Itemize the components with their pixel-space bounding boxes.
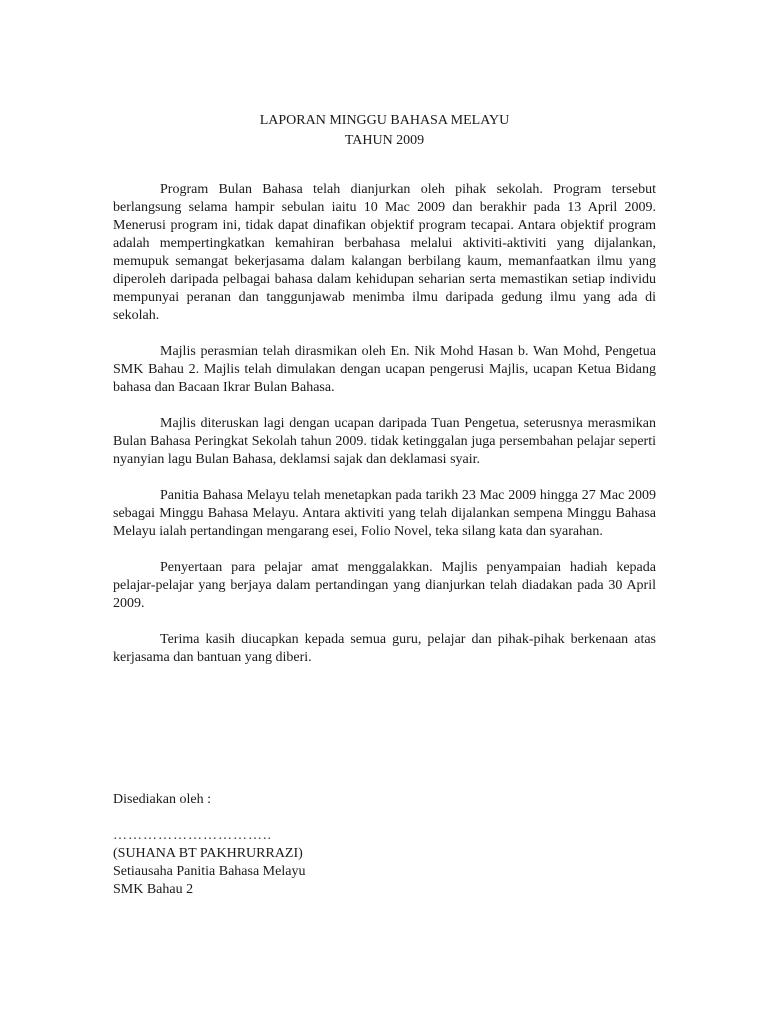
title-line-1: LAPORAN MINGGU BAHASA MELAYU [259,113,510,128]
prepared-by-label: Disediakan oleh : [113,792,211,807]
signature-block [113,791,513,899]
paragraph-1: Program Bulan Bahasa telah dianjurkan oleh pihak sekolah. Program tersebut berlangsung selama hampir sebulan iaitu 10 Mac 2009 dan berakhir pada 13 April 2009. Menerusi program ini, tidak dapat dinafikan objektif program tecapai. Antara objektif program adalah mempertingkatkan kemahiran berbahasa melalui aktiviti-aktiviti yang dijalankan, memupuk semangat bekerjasama dalam kalangan berbilang kaum, memanfaatkan ilmu yang diperoleh daripada pelbagai bahasa dalam kehidupan seharian serta memastikan setiap individu mempunyai peranan dan tanggunjawab menimba ilmu daripada gedung ilmu yang ada di sekolah. [113,182,656,323]
paragraph-3: Majlis diteruskan lagi dengan ucapan daripada Tuan Pengetua, seterusnya merasmikan Bulan Bahasa Peringkat Sekolah tahun 2009. tidak ketinggalan juga persembahan pelajar seperti nyanyian lagu Bulan Bahasa, deklamsi sajak dan deklamasi syair. [113,416,656,467]
paragraph-6: Terima kasih diucapkan kepada semua guru, pelajar dan pihak-pihak berkenaan atas kerjasama dan bantuan yang diberi. [113,632,656,665]
title-line-2: TAHUN 2009 [344,133,425,148]
paragraph-5: Penyertaan para pelajar amat menggalakkan. Majlis penyampaian hadiah kepada pelajar-pelajar yang berjaya dalam pertandingan yang dianjurkan telah diadakan pada 30 April 2009. [113,560,656,611]
signatory-school: SMK Bahau 2 [113,882,194,897]
document-title [113,111,656,151]
signature-line: ………………………….. [113,828,272,843]
paragraph-4: Panitia Bahasa Melayu telah menetapkan pada tarikh 23 Mac 2009 hingga 27 Mac 2009 sebagai Minggu Bahasa Melayu. Antara aktiviti yang telah dijalankan sempena Minggu Bahasa Melayu ialah pertandingan mengarang esei, Folio Novel, teka silang kata dan syarahan. [113,488,656,539]
document-body [113,181,656,685]
signatory-position: Setiausaha Panitia Bahasa Melayu [113,864,306,879]
signatory-name: (SUHANA BT PAKHRURRAZI) [113,846,303,861]
paragraph-2: Majlis perasmian telah dirasmikan oleh En. Nik Mohd Hasan b. Wan Mohd, Pengetua SMK Bahau 2. Majlis telah dimulakan dengan ucapan pengerusi Majlis, ucapan Ketua Bidang bahasa dan Bacaan Ikrar Bulan Bahasa. [113,344,656,395]
